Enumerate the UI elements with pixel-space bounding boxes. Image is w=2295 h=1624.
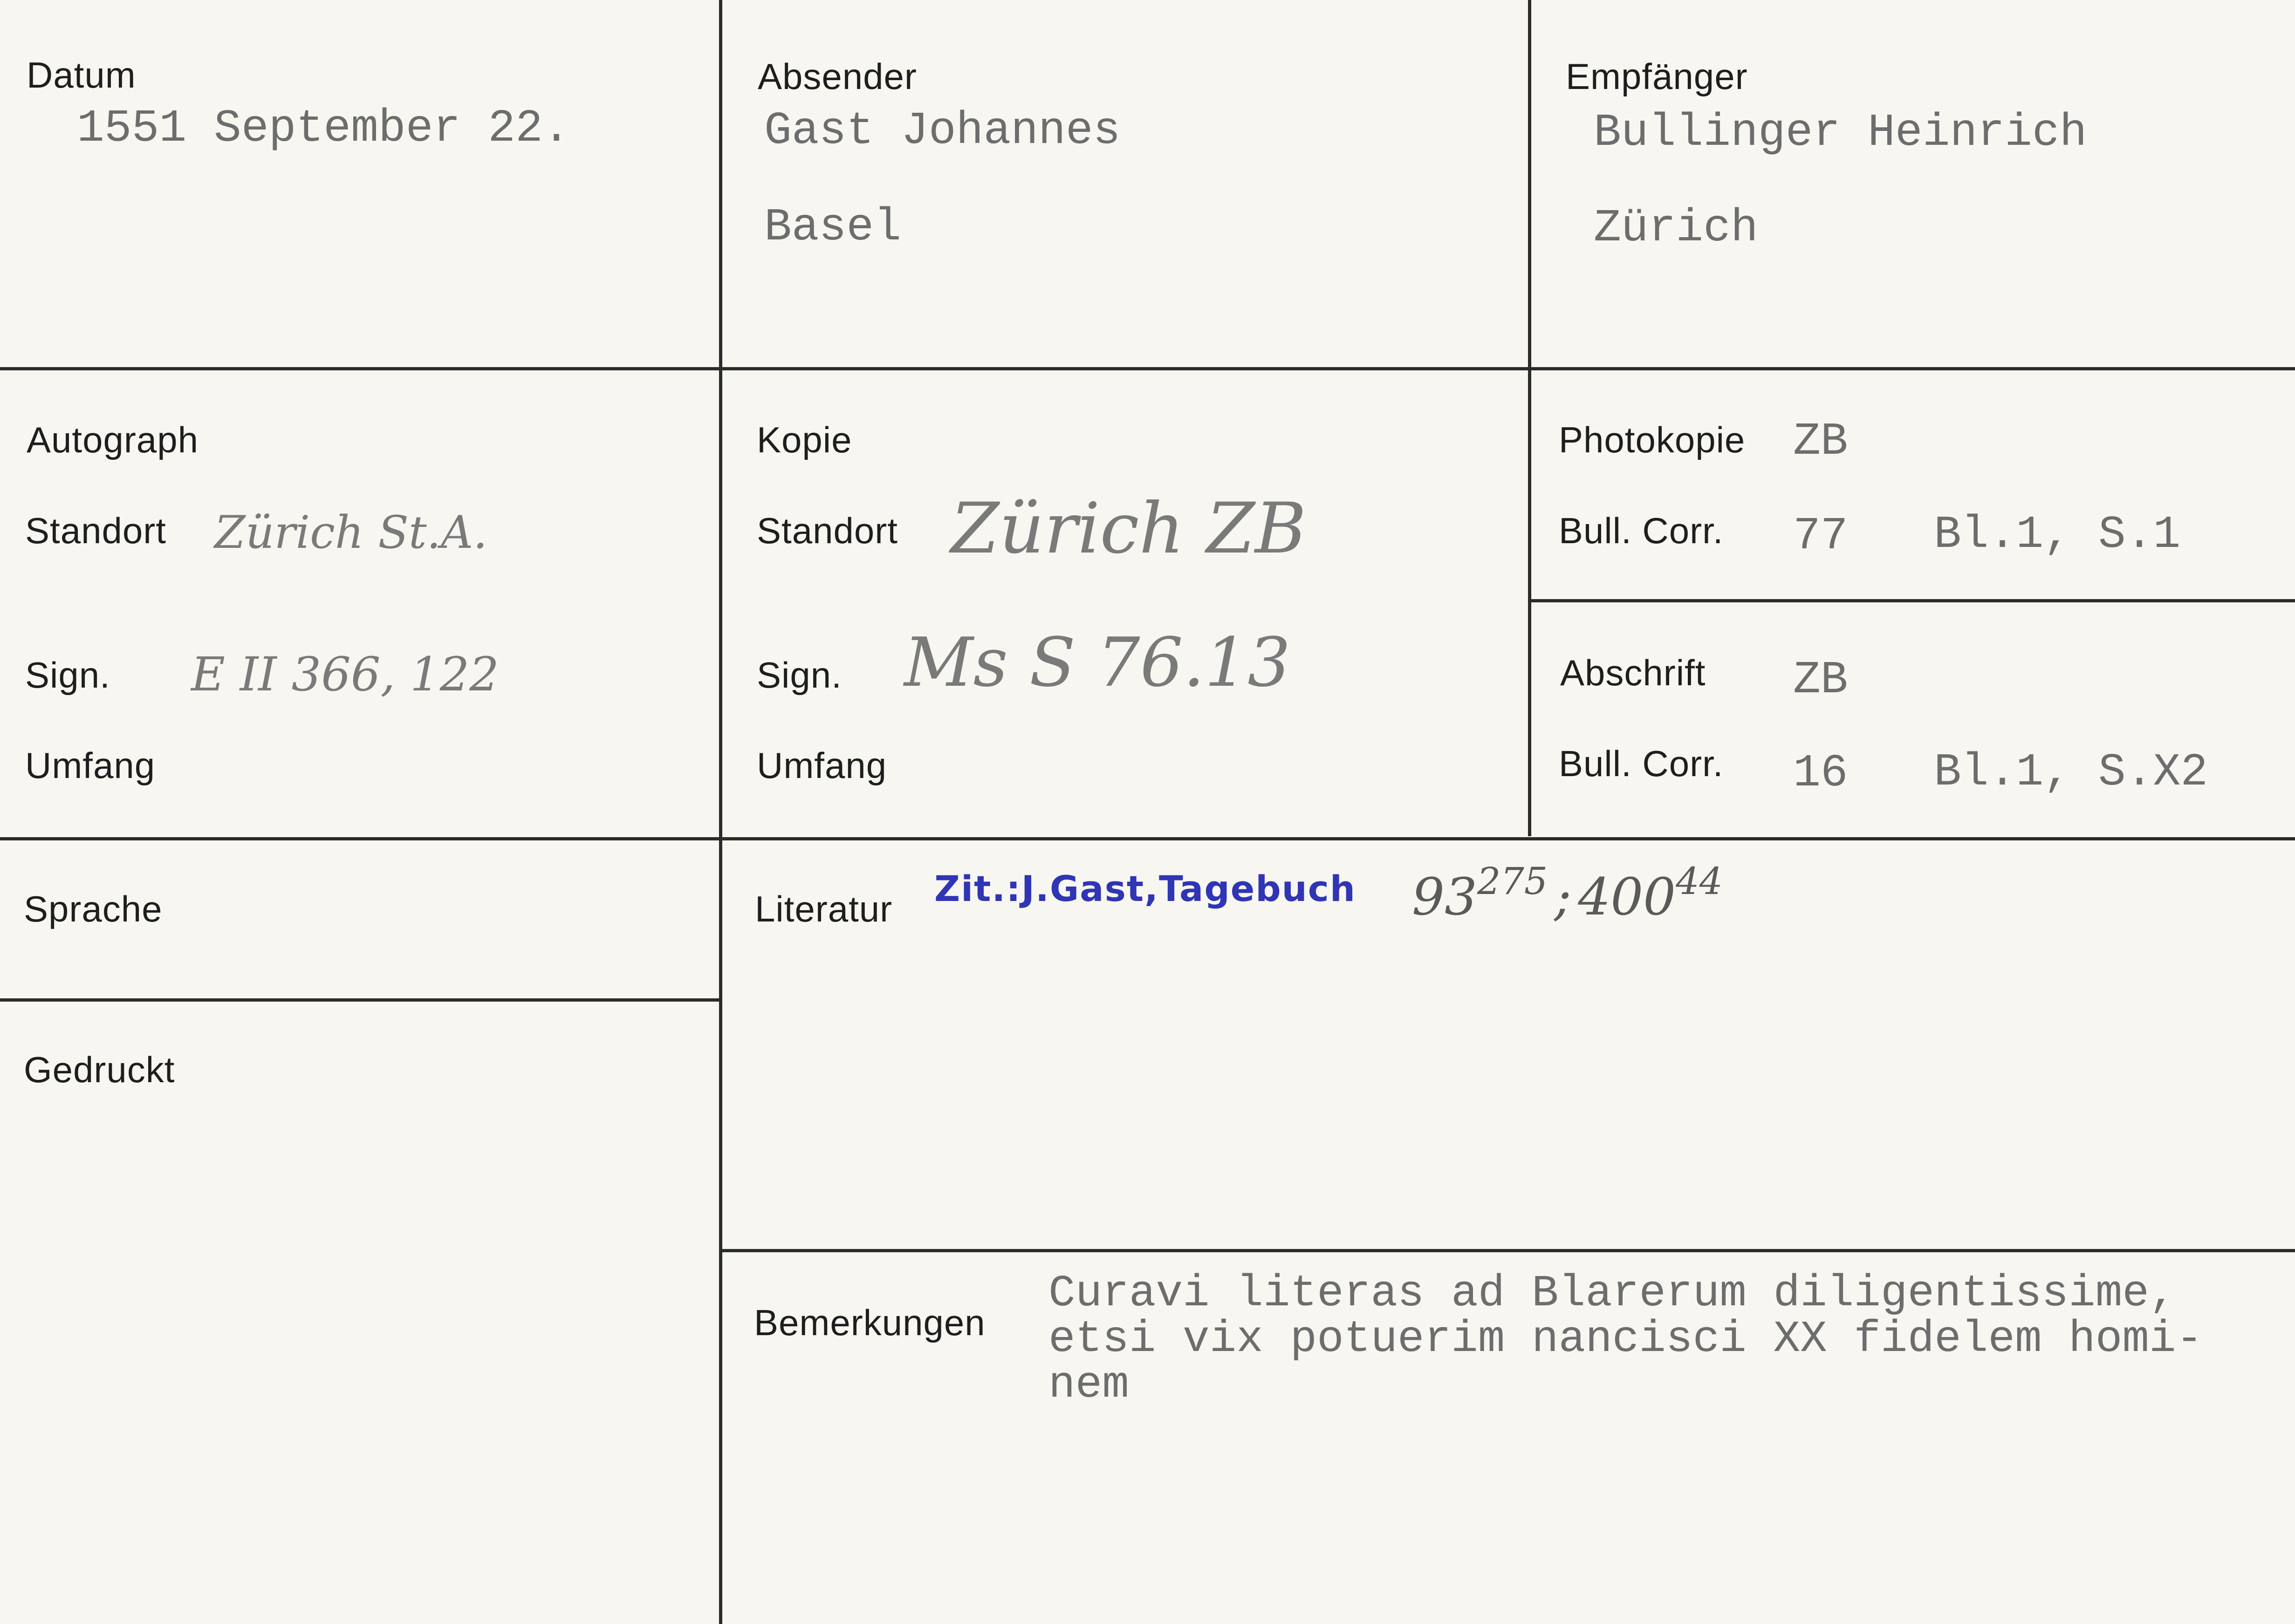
autograph-sign-label: Sign. [25,655,110,696]
divider [719,0,722,1624]
empfaenger-name: Bullinger Heinrich [1594,107,2087,159]
literatur-label: Literatur [755,888,893,929]
divider [0,367,2295,370]
empfaenger-place: Zürich [1594,203,1758,254]
abschrift-label: Abschrift [1560,652,1706,693]
sprache-label: Sprache [24,888,163,929]
bemerkungen-line-1: Curavi literas ad Blarerum diligentissime, [1048,1268,2176,1319]
bemerkungen-line-2: etsi vix potuerim nancisci XX fidelem homi- [1048,1314,2203,1365]
datum-value: 1551 September 22. [77,103,570,155]
divider [0,998,720,1002]
autograph-label: Autograph [27,419,199,460]
abschrift-bull-ref: Bl.1, S.X2 [1934,747,2208,798]
abschrift-value: ZB [1793,655,1848,706]
photokopie-label: Photokopie [1559,419,1746,460]
absender-label: Absender [758,56,917,97]
literatur-stamp: Zit.:J.Gast,Tagebuch [934,868,1356,909]
literatur-ref2-sup: 44 [1676,860,1723,903]
photokopie-bull-number: 77 [1793,511,1848,562]
bemerkungen-line-3: nem [1048,1359,1129,1410]
autograph-standort-value: Zürich St.A. [214,506,487,559]
absender-place: Basel [764,202,902,253]
datum-label: Datum [27,55,136,96]
literatur-ref1-sup: 275 [1477,860,1548,903]
divider [1528,599,2295,602]
photokopie-value: ZB [1793,416,1848,468]
autograph-sign-value: E II 366, 122 [191,647,499,702]
absender-name: Gast Johannes [764,105,1121,157]
kopie-umfang-label: Umfang [757,745,887,786]
bemerkungen-label: Bemerkungen [754,1302,986,1343]
kopie-standort-value: Zürich ZB [951,488,1307,569]
kopie-sign-label: Sign. [757,655,842,696]
abschrift-bull-number: 16 [1793,748,1848,799]
literatur-ref2: 400 [1578,867,1676,927]
gedruckt-label: Gedruckt [24,1049,175,1090]
literatur-ref [1412,860,1723,927]
divider [0,837,2295,840]
divider [719,1249,2295,1252]
autograph-umfang-label: Umfang [25,745,156,786]
autograph-standort-label: Standort [25,510,166,551]
bemerkungen-text [1048,1268,2203,1410]
abschrift-bull-label: Bull. Corr. [1559,743,1724,784]
divider [1528,0,1531,836]
literatur-separator: ; [1554,867,1572,927]
literatur-ref1: 93 [1412,867,1477,927]
empfaenger-label: Empfänger [1566,56,1748,97]
kopie-label: Kopie [757,419,852,460]
photokopie-bull-ref: Bl.1, S.1 [1934,509,2181,561]
kopie-standort-label: Standort [757,510,898,551]
photokopie-bull-label: Bull. Corr. [1559,510,1724,551]
kopie-sign-value: Ms S 76.13 [904,623,1291,702]
